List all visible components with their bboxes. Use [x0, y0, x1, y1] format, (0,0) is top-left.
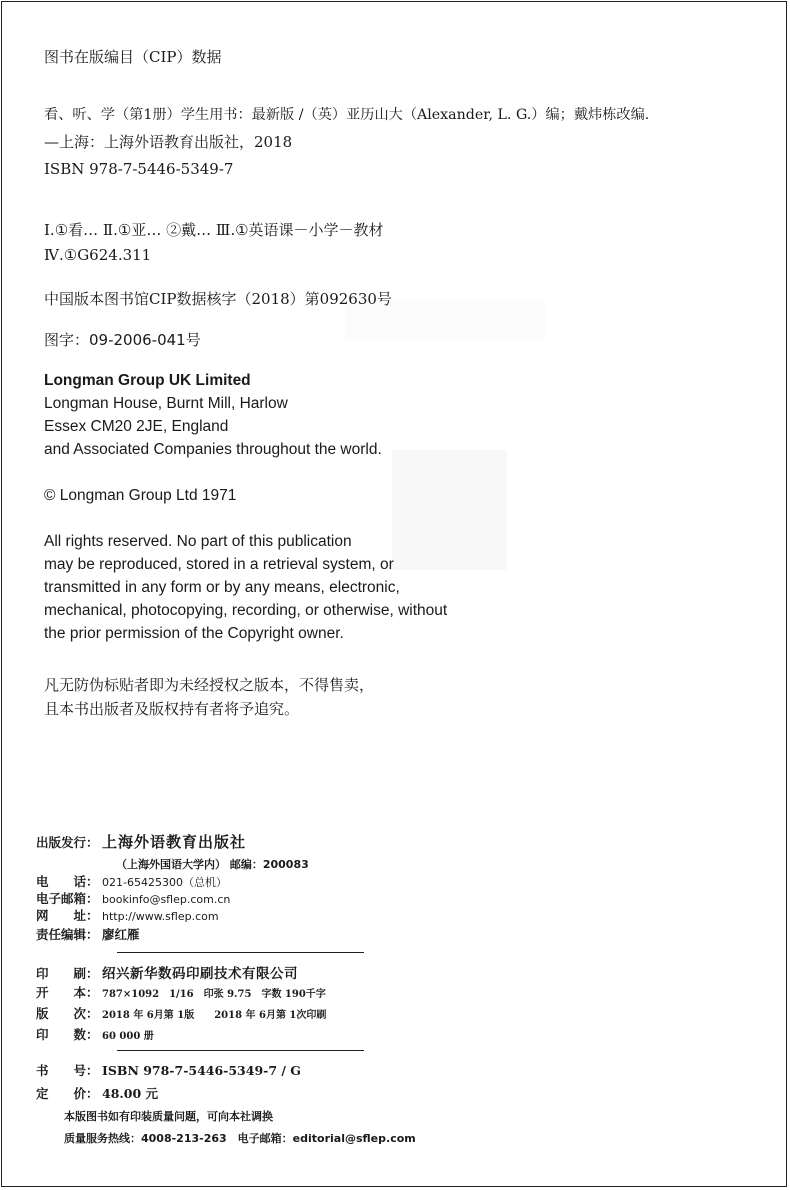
publisher-sub: （上海外国语大学内） 邮编：200083: [116, 858, 309, 871]
editor-value: 廖红雁: [102, 927, 140, 942]
contract-number: 图字：09-2006-041号: [44, 331, 201, 349]
cip-class-line2: Ⅳ.①G624.311: [44, 246, 152, 264]
rights-line: transmitted in any form or by any means, electronic,: [44, 579, 400, 596]
format-value: 787×1092 1/16 印张 9.75 字数 190千字: [102, 989, 326, 1000]
web-label: 网 址：: [36, 908, 99, 923]
cip-entry-line1: 看、听、学（第1册）学生用书：最新版 /（英）亚历山大（Alexander, L. G.）编；戴炜栋改编.: [44, 107, 650, 123]
edition-value: 2018 年 6月第 1版 2018 年 6月第 1次印刷: [102, 1010, 327, 1021]
anti-piracy-line: 且本书出版者及版权持有者将予追究。: [44, 700, 300, 718]
cip-record-number: 中国版本图书馆CIP数据核字（2018）第092630号: [44, 290, 392, 308]
publisher-address-line: Longman House, Burnt Mill, Harlow: [44, 395, 288, 412]
anti-piracy-line: 凡无防伪标贴者即为未经授权之版本，不得售卖，: [44, 676, 375, 694]
colophon-publisher: [36, 831, 246, 852]
publisher-address-line: and Associated Companies throughout the world.: [44, 441, 382, 458]
copyright-notice: © Longman Group Ltd 1971: [44, 487, 237, 504]
quality-notice: 本版图书如有印装质量问题，可向本社调换: [64, 1110, 273, 1123]
email-label: 电子邮箱：: [36, 891, 99, 906]
colophon-editor: [36, 925, 140, 943]
print-value: 绍兴新华数码印刷技术有限公司: [102, 966, 298, 982]
rights-line: mechanical, photocopying, recording, or otherwise, without: [44, 602, 448, 619]
colophon-format: [36, 983, 326, 1001]
publisher-label: 出版发行：: [36, 835, 99, 850]
publisher-address-line: Essex CM20 2JE, England: [44, 418, 229, 435]
colophon-web: [36, 906, 219, 924]
colophon-print: [36, 962, 298, 982]
cip-heading: 图书在版编目（CIP）数据: [44, 48, 222, 66]
book-number-label: 书 号：: [36, 1063, 99, 1078]
cip-isbn: ISBN 978-7-5446-5349-7: [44, 160, 234, 178]
cip-entry-line2: —上海：上海外语教育出版社，2018: [44, 133, 293, 151]
print-label: 印 刷：: [36, 966, 99, 981]
edition-label: 版 次：: [36, 1006, 99, 1021]
rights-line: may be reproduced, stored in a retrieval system, or: [44, 556, 394, 573]
email-value: bookinfo@sflep.com.cn: [102, 893, 231, 906]
price-value: 48.00 元: [102, 1086, 158, 1101]
quality-hotline: 质量服务热线：4008-213-263 电子邮箱：editorial@sflep.com: [64, 1132, 416, 1145]
copies-label: 印 数：: [36, 1027, 99, 1042]
rights-line: All rights reserved. No part of this publication: [44, 533, 352, 550]
show-through-block: [392, 450, 507, 570]
phone-label: 电 话：: [36, 874, 99, 889]
phone-value: 021-65425300（总机）: [102, 876, 227, 889]
copies-value: 60 000 册: [102, 1031, 154, 1042]
web-value: http://www.sflep.com: [102, 910, 219, 923]
colophon-email: [36, 889, 230, 907]
colophon-edition: [36, 1004, 326, 1022]
format-label: 开 本：: [36, 985, 99, 1000]
book-number-value: ISBN 978-7-5446-5349-7 / G: [102, 1063, 301, 1078]
price-label: 定 价：: [36, 1086, 99, 1101]
cip-class-line1: Ⅰ.①看… Ⅱ.①亚… ②戴… Ⅲ.①英语课－小学－教材: [44, 221, 384, 239]
publisher-name: Longman Group UK Limited: [44, 372, 251, 389]
colophon-price: [36, 1084, 158, 1102]
publisher-value: 上海外语教育出版社: [102, 833, 247, 851]
colophon-phone: [36, 872, 227, 890]
rights-line: the prior permission of the Copyright owner.: [44, 625, 344, 642]
divider: [117, 1050, 364, 1051]
colophon-book-number: [36, 1061, 301, 1079]
editor-label: 责任编辑：: [36, 927, 99, 942]
colophon-copies: [36, 1025, 154, 1043]
divider: [117, 952, 364, 953]
